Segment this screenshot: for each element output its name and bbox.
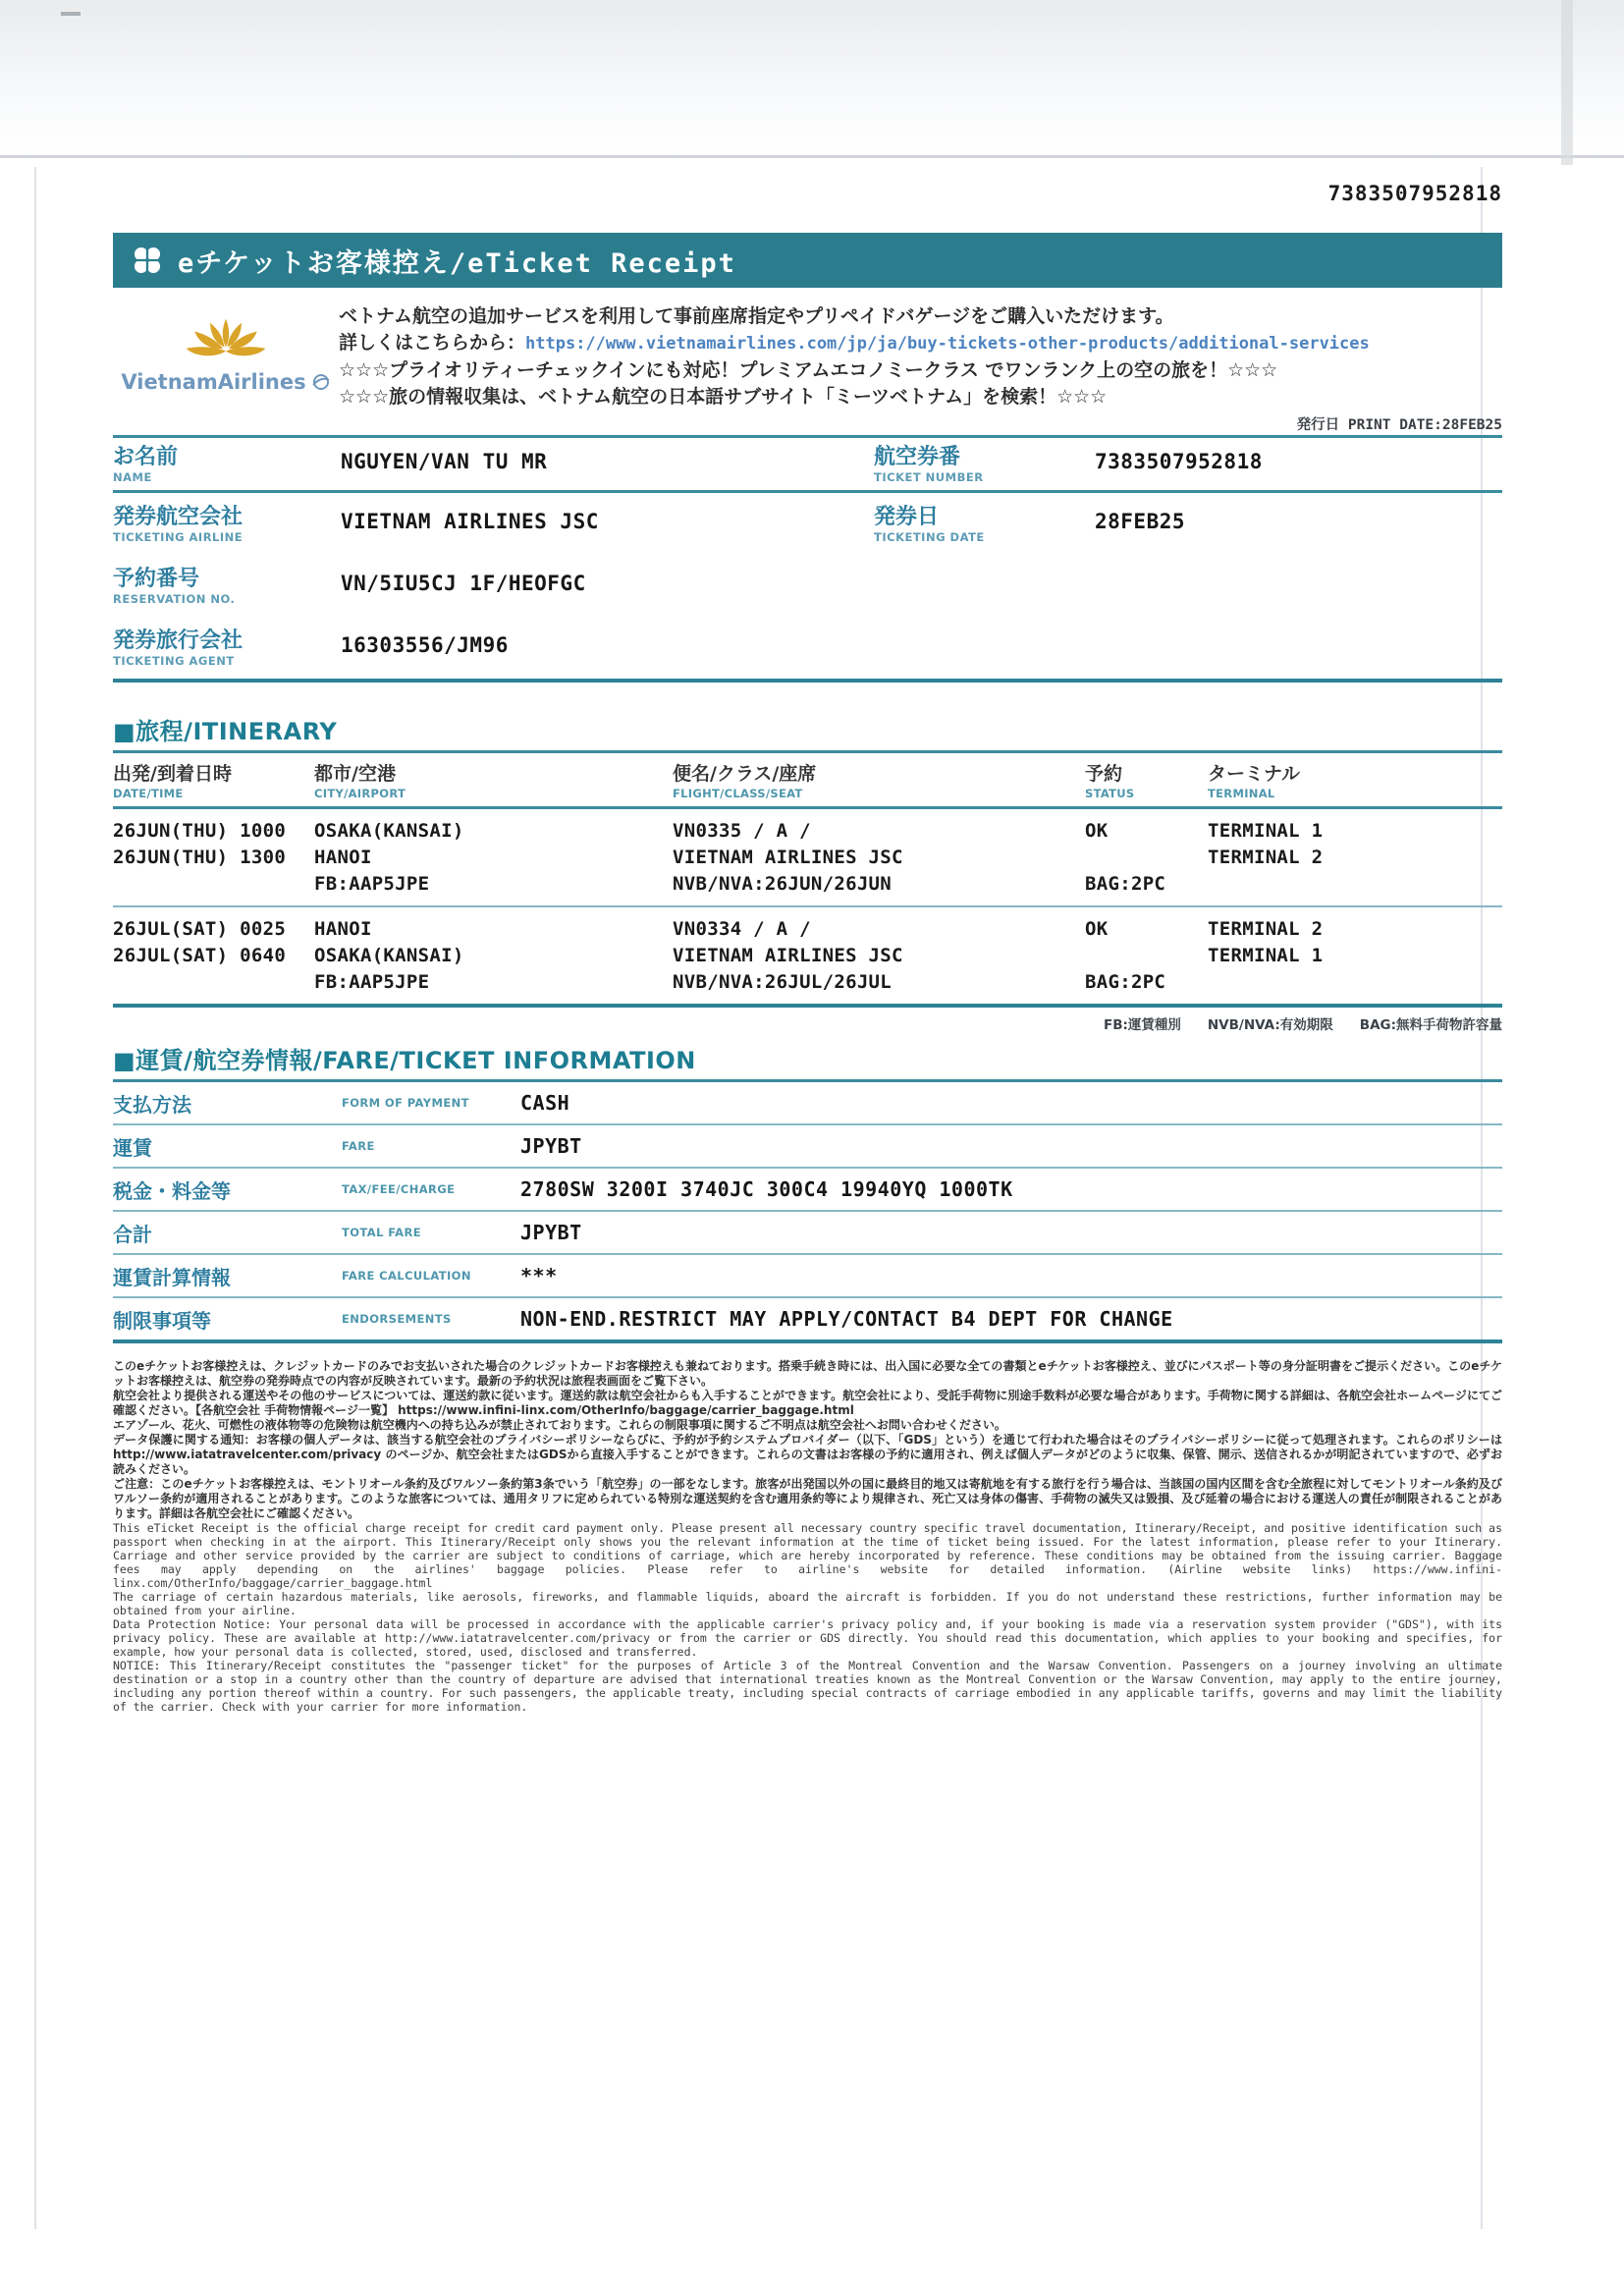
scan-mark bbox=[61, 12, 81, 16]
table-row: FB:AAP5JPE NVB/NVA:26JUL/26JUL BAG:2PC bbox=[314, 971, 1166, 993]
ticketing-date-label: 発券日 TICKETING DATE bbox=[874, 505, 985, 544]
ticket-number-value: 7383507952818 bbox=[1095, 450, 1263, 473]
column-header: 便名/クラス/座席 FLIGHT/CLASS/SEAT bbox=[673, 763, 817, 800]
reservation-no-label: 予約番号 RESERVATION NO. bbox=[113, 567, 236, 606]
ticketing-agent-label: 発券旅行会社 TICKETING AGENT bbox=[113, 629, 244, 668]
ticketing-airline-value: VIETNAM AIRLINES JSC bbox=[341, 510, 599, 533]
terms-and-conditions bbox=[113, 1359, 1502, 1714]
form-of-payment-value: CASH bbox=[520, 1091, 570, 1115]
table-row bbox=[113, 555, 1502, 617]
en-terms-paragraph: This eTicket Receipt is the official charge receipt for credit card payment only. Please present all necessary country specific travel documentation, Itinerary/Receipt, and positive identification such as passport when checking in at the airport. This Itinerary/Receipt only shows you the relevant information at the time of ticket being issued. For the latest information, please refer to your Itinerary. Carriage and other service provided by the carrier are subject to conditions of carriage, which are hereby incorporated by reference. These conditions may be obtained from the issuing carrier. Baggage fees may apply depending on the airlines' baggage policies. Please refer to airline's website for detailed information. (Airline website links) https://www.infini-linx.com/OtherInfo/baggage/carrier_baggage.html bbox=[113, 1521, 1502, 1590]
table-row: 運賃 FARE JPYBT bbox=[113, 1125, 1502, 1169]
paper-edge-left bbox=[34, 167, 36, 2229]
print-date: 発行日 PRINT DATE:28FEB25 bbox=[1296, 417, 1502, 433]
ticketing-airline-label: 発券航空会社 TICKETING AIRLINE bbox=[113, 505, 244, 544]
table-row: 税金・料金等 TAX/FEE/CHARGE 2780SW 3200I 3740JC 300C4 19940YQ 1000TK bbox=[113, 1169, 1502, 1212]
total-fare-value: JPYBT bbox=[520, 1221, 582, 1244]
table-row bbox=[113, 617, 1502, 679]
table-row: 26JUL(SAT) 0640 OSAKA(KANSAI) VIETNAM AIRLINES JSC TERMINAL 1 bbox=[113, 945, 1324, 966]
passenger-info-table bbox=[113, 435, 1502, 683]
fare-label: 運賃 bbox=[113, 1135, 152, 1160]
itinerary-abbreviation-legend: FB:運賃種別 NVB/NVA:有効期限 BAG:無料手荷物許容量 bbox=[1103, 1017, 1502, 1033]
fare-section-title: ■運賃/航空券情報/FARE/TICKET INFORMATION bbox=[113, 1041, 1502, 1082]
fare-info-table bbox=[113, 1082, 1502, 1343]
form-of-payment-label: 支払方法 bbox=[113, 1092, 191, 1117]
table-row: 合計 TOTAL FARE JPYBT bbox=[113, 1212, 1502, 1255]
receipt-title: eチケットお客様控え/eTicket Receipt bbox=[178, 247, 736, 279]
scan-shadow-edge bbox=[0, 155, 1624, 158]
promo-line-3: ☆☆☆プライオリティーチェックインにも対応！プレミアムエコノミークラス でワンランク上の空の旅を！☆☆☆ bbox=[339, 359, 1278, 381]
table-row bbox=[113, 493, 1502, 555]
intro-section bbox=[113, 301, 1502, 411]
en-terms-paragraph: The carriage of certain hazardous materials, like aerosols, fireworks, and flammable liquids, aboard the aircraft is forbidden. If you do not understand these restrictions, further information may be obtained from your airline. bbox=[113, 1590, 1502, 1617]
promo-notice bbox=[339, 301, 1502, 411]
en-terms-paragraph: NOTICE: This Itinerary/Receipt constitutes the "passenger ticket" for the purposes of Article 3 of the Montreal Convention and the Warsaw Convention. Passengers on a journey involving an ultimate destination or a stop in a country other than the country of departure are advised that international treaties known as the Montreal Convention or the Warsaw Convention, may apply to the entire journey, including any portion thereof within a country. For such passengers, the applicable treaty, including special contracts of carriage embodied in any applicable tariffs, governs and may limit the liability of the carrier. Check with your carrier for more information. bbox=[113, 1659, 1502, 1714]
globe-swoosh-icon bbox=[311, 372, 331, 392]
tax-fee-charge-label: 税金・料金等 bbox=[113, 1178, 231, 1203]
tax-fee-charge-value: 2780SW 3200I 3740JC 300C4 19940YQ 1000TK bbox=[520, 1177, 1013, 1201]
itinerary-section-title: ■旅程/ITINERARY bbox=[113, 712, 1502, 753]
jp-terms-paragraph: ご注意：このeチケットお客様控えは、モントリオール条約及びワルソー条約第3条でいう「航空券」の一部をなします。旅客が出発国以外の国に最終目的地又は寄航地を有する旅行を行う場合は、当該国の国内区間を含む全旅程に対してモントリオール条約及びワルソー条約が適用されることがあります。このような旅客については、通用タリフに定められている特別な運送契約を含む適用条約等により規律され、死亡又は身体の傷害、手荷物の滅失又は毀損、及び延着の場合における運送人の責任が制限されることがあります。詳細は各航空会社にご確認ください。 bbox=[113, 1477, 1502, 1520]
clover-icon bbox=[131, 244, 164, 277]
column-header: 出発/到着日時 DATE/TIME bbox=[113, 763, 232, 800]
fare-value: JPYBT bbox=[520, 1134, 582, 1158]
table-row: FB:AAP5JPE NVB/NVA:26JUN/26JUN BAG:2PC bbox=[314, 873, 1166, 895]
scan-shadow-right bbox=[1561, 0, 1573, 165]
jp-terms-paragraph: エアゾール、花火、可燃性の液体物等の危険物は航空機内への持ち込みが禁止されております。これらの制限事項に関するご不明点は航空会社へお問い合わせください。 bbox=[113, 1418, 1006, 1432]
jp-terms-paragraph: データ保護に関する通知：お客様の個人データは、該当する航空会社のプライバシーポリシーならびに、予約が予約システムプロバイダー（以下、「GDS」という）を通じて行われた場合はそのプライバシーポリシーに従って処理されます。これらのポリシーは http://www.iatatravelcenter.com/privacy のページか、航空会社またはGDSから直接入手することができます。これらの文書はお客様の予約に適用され、例えば個人データがどのように収集、保管、開示、送信されるかが明記されていますので、必ずお読みください。 bbox=[113, 1433, 1502, 1476]
flight-segment-return bbox=[113, 907, 1502, 1008]
reservation-no-value: VN/5IU5CJ 1F/HEOFGC bbox=[341, 572, 586, 595]
table-row: 運賃計算情報 FARE CALCULATION *** bbox=[113, 1255, 1502, 1298]
total-fare-label: 合計 bbox=[113, 1222, 152, 1246]
table-row: 支払方法 FORM OF PAYMENT CASH bbox=[113, 1082, 1502, 1125]
flight-segment-outbound bbox=[113, 809, 1502, 907]
itinerary-header-row bbox=[113, 753, 1502, 809]
column-header: 予約 STATUS bbox=[1085, 763, 1135, 800]
fare-calculation-value: *** bbox=[520, 1264, 558, 1287]
document-number: 7383507952818 bbox=[1327, 182, 1502, 205]
table-row: 26JUL(SAT) 0025 HANOI VN0334 / A / OK TERMINAL 2 bbox=[113, 918, 1324, 940]
fare-calculation-label: 運賃計算情報 bbox=[113, 1265, 231, 1289]
ticketing-agent-value: 16303556/JM96 bbox=[341, 633, 509, 657]
passenger-name-value: NGUYEN/VAN TU MR bbox=[341, 450, 548, 473]
ticket-number-label: 航空券番 TICKET NUMBER bbox=[874, 445, 984, 484]
scan-shadow-top bbox=[0, 0, 1624, 157]
endorsements-label: 制限事項等 bbox=[113, 1308, 211, 1333]
table-row: 26JUN(THU) 1000 OSAKA(KANSAI) VN0335 / A / OK TERMINAL 1 bbox=[113, 820, 1324, 842]
receipt-title-bar bbox=[113, 233, 1502, 288]
logo-wordmark: VietnamAirlines bbox=[121, 370, 306, 394]
table-row: 26JUN(THU) 1300 HANOI VIETNAM AIRLINES JSC TERMINAL 2 bbox=[113, 847, 1324, 868]
jp-terms-paragraph: このeチケットお客様控えは、クレジットカードのみでお支払いされた場合のクレジットカードお客様控えも兼ねております。搭乗手続き時には、出入国に必要な全ての書類とeチケットお客様控え、並びにパスポート等の身分証明書をご提示ください。このeチケットお客様控えは、航空券の発券時点での内容が反映されています。最新の予約状況は旅程表画面をご覧下さい。 bbox=[113, 1359, 1502, 1388]
ticketing-date-value: 28FEB25 bbox=[1095, 510, 1186, 533]
column-header: 都市/空港 CITY/AIRPORT bbox=[314, 763, 406, 800]
promo-line-4: ☆☆☆旅の情報収集は、ベトナム航空の日本語サブサイト「ミーツベトナム」を検索！☆☆☆ bbox=[339, 386, 1108, 408]
jp-terms-paragraph: 航空会社より提供される運送やその他のサービスについては、運送約款に従います。運送約款は航空会社からも入手することができます。航空会社により、受託手荷物に別途手数料が必要な場合があります。手荷物に関する詳細は、各航空会社ホームページにてご確認ください。【各航空会社 手荷物情報ページ一覧】 https://www.infini-linx.com/OtherInfo/baggage/carrier_baggage.html bbox=[113, 1389, 1502, 1417]
name-label: お名前 NAME bbox=[113, 445, 179, 484]
promo-line-2: 詳しくはこちらから：https://www.vietnamairlines.com/jp/ja/buy-tickets-other-products/additional-services bbox=[339, 332, 1370, 354]
en-terms-paragraph: Data Protection Notice: Your personal data will be processed in accordance with the applicable carrier's privacy policy and, if your booking is made via a reservation system provider ("GDS"), with its privacy policy. These are available at http://www.iatatravelcenter.com/privacy or from the carrier or GDS directly. You should read this documentation, which applies to your booking and specifies, for example, how your personal data is collected, stored, used, disclosed and transferred. bbox=[113, 1617, 1502, 1659]
vietnam-airlines-logo bbox=[113, 301, 339, 411]
lotus-icon bbox=[172, 317, 280, 368]
additional-services-link[interactable]: https://www.vietnamairlines.com/jp/ja/buy-tickets-other-products/additional-services bbox=[525, 334, 1370, 354]
table-row: 制限事項等 ENDORSEMENTS NON-END.RESTRICT MAY APPLY/CONTACT B4 DEPT FOR CHANGE bbox=[113, 1298, 1502, 1343]
table-row bbox=[113, 438, 1502, 493]
endorsements-value: NON-END.RESTRICT MAY APPLY/CONTACT B4 DEPT FOR CHANGE bbox=[520, 1307, 1173, 1331]
column-header: ターミナル TERMINAL bbox=[1208, 763, 1301, 800]
eticket-receipt-document bbox=[113, 182, 1502, 1714]
promo-line-1: ベトナム航空の追加サービスを利用して事前座席指定やプリペイドバゲージをご購入いただけます。 bbox=[339, 305, 1174, 327]
